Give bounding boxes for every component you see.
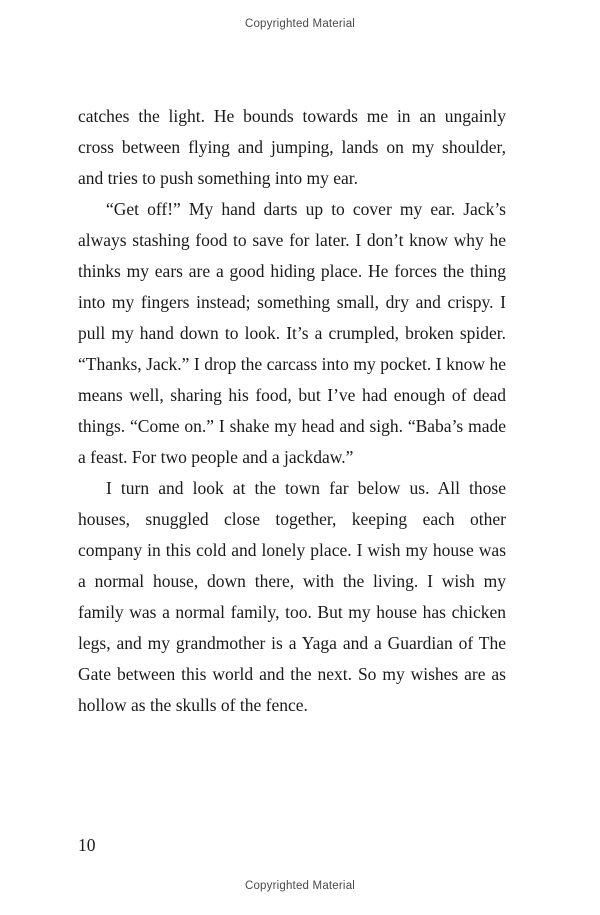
page-number: 10 — [78, 835, 96, 855]
copyright-notice-top: Copyrighted Material — [244, 18, 356, 30]
copyright-notice-bottom: Copyrighted Material — [244, 880, 356, 892]
page-text-block — [78, 101, 506, 721]
paragraph-3: I turn and look at the town far below us. All those houses, snuggled close together, keeping each other company in this cold and lonely place. I wish my house was a normal house, down there, with the living. I wish my family was a normal family, too. But my house has chicken legs, and my grandmother is a Yaga and a Guardian of The Gate between this world and the next. So my wishes are as hollow as the skulls of the fence. — [78, 478, 506, 715]
paragraph-1: catches the light. He bounds towards me in an ungainly cross between flying and jumping, lands on my shoulder, and tries to push something into my ear. — [78, 106, 506, 188]
paragraph-2: “Get off!” My hand darts up to cover my ear. Jack’s always stashing food to save for later. I don’t know why he thinks my ears are a good hiding place. He forces the thing into my fingers instead; something small, dry and crispy. I pull my hand down to look. It’s a crumpled, broken spider. “Thanks, Jack.” I drop the carcass into my pocket. I know he means well, sharing his food, but I’ve had enough of dead things. “Come on.” I shake my head and sigh. “Baba’s made a feast. For two people and a jackdaw.” — [78, 199, 506, 467]
